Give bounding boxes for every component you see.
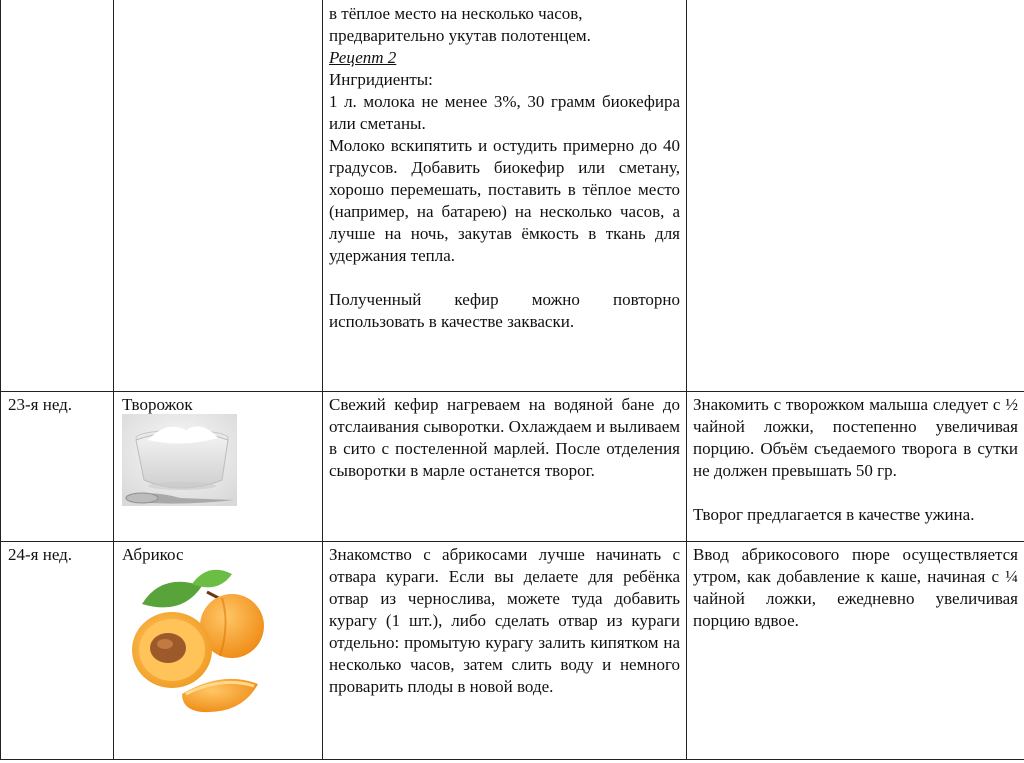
col-divider-3 (686, 0, 687, 760)
cottage-cheese-svg (122, 414, 237, 506)
week-23-label: 23-я нед. (8, 395, 73, 414)
prev-line-1: в тёплое место на несколько часов, (329, 4, 583, 23)
product-abrikos: Абрикос (122, 545, 184, 564)
kefir-note: Полученный кефир можно повторно использовать в качестве закваски. (329, 290, 680, 331)
apricots-svg (122, 564, 272, 720)
row-23-advice-cell (693, 394, 1018, 526)
product-tvorozhok: Творожок (122, 395, 193, 414)
row-divider-1 (0, 391, 1024, 392)
ingredients-text: 1 л. молока не менее 3%, 30 грамм биокефира или сметаны. (329, 92, 680, 133)
row-23-advice: Знакомить с творожком малыша следует с ½ чайной ложки, постепенно увеличивая порцию. Объём съедаемого творога в сутки не должен превышать 50 гр. (693, 395, 1018, 480)
row-divider-bottom (0, 759, 1024, 760)
row-24-advice: Ввод абрикосового пюре осуществляется утром, как добавление к каше, начиная с ¼ чайной ложки, ежедневно увеличивая порцию вдвое. (693, 545, 1018, 630)
recipe-2-title: Рецепт 2 (329, 48, 397, 67)
row-divider-2 (0, 541, 1024, 542)
week-24-label: 24-я нед. (8, 545, 73, 564)
ingredients-label: Ингридиенты: (329, 70, 433, 89)
col-divider-1 (113, 0, 114, 760)
prev-line-2: предварительно укутав полотенцем. (329, 26, 591, 45)
apricots-image (122, 564, 272, 720)
row-24-recipe: Знакомство с абрикосами лучше начинать с отвара кураги. Если вы делаете для ребёнка отвар из чернослива, можете туда добавить курагу (1 шт.), либо сделать отвар из кураги отдельно: промытую курагу залить кипятком на несколько часов, затем слить воду и немного проварить плоды в новой воде. (329, 545, 680, 696)
row-23-advice-note: Творог предлагается в качестве ужина. (693, 505, 975, 524)
method-text: Молоко вскипятить и остудить примерно до 40 градусов. Добавить биокефир или сметану, хорошо перемешать, поставить в тёплое место (например, на батарею) на несколько часов, а лучше на ночь, закутав ёмкость в ткань для удержания тепла. (329, 136, 680, 265)
prev-recipe-cell (329, 3, 680, 333)
row-23-recipe: Свежий кефир нагреваем на водяной бане до отслаивания сыворотки. Охлаждаем и выливаем в сито с постеленной марлей. После отделения сыворотки в марле останется творог. (329, 395, 680, 480)
cottage-cheese-bowl-image (122, 414, 237, 506)
col-divider-2 (322, 0, 323, 760)
col-divider-0 (0, 0, 1, 760)
